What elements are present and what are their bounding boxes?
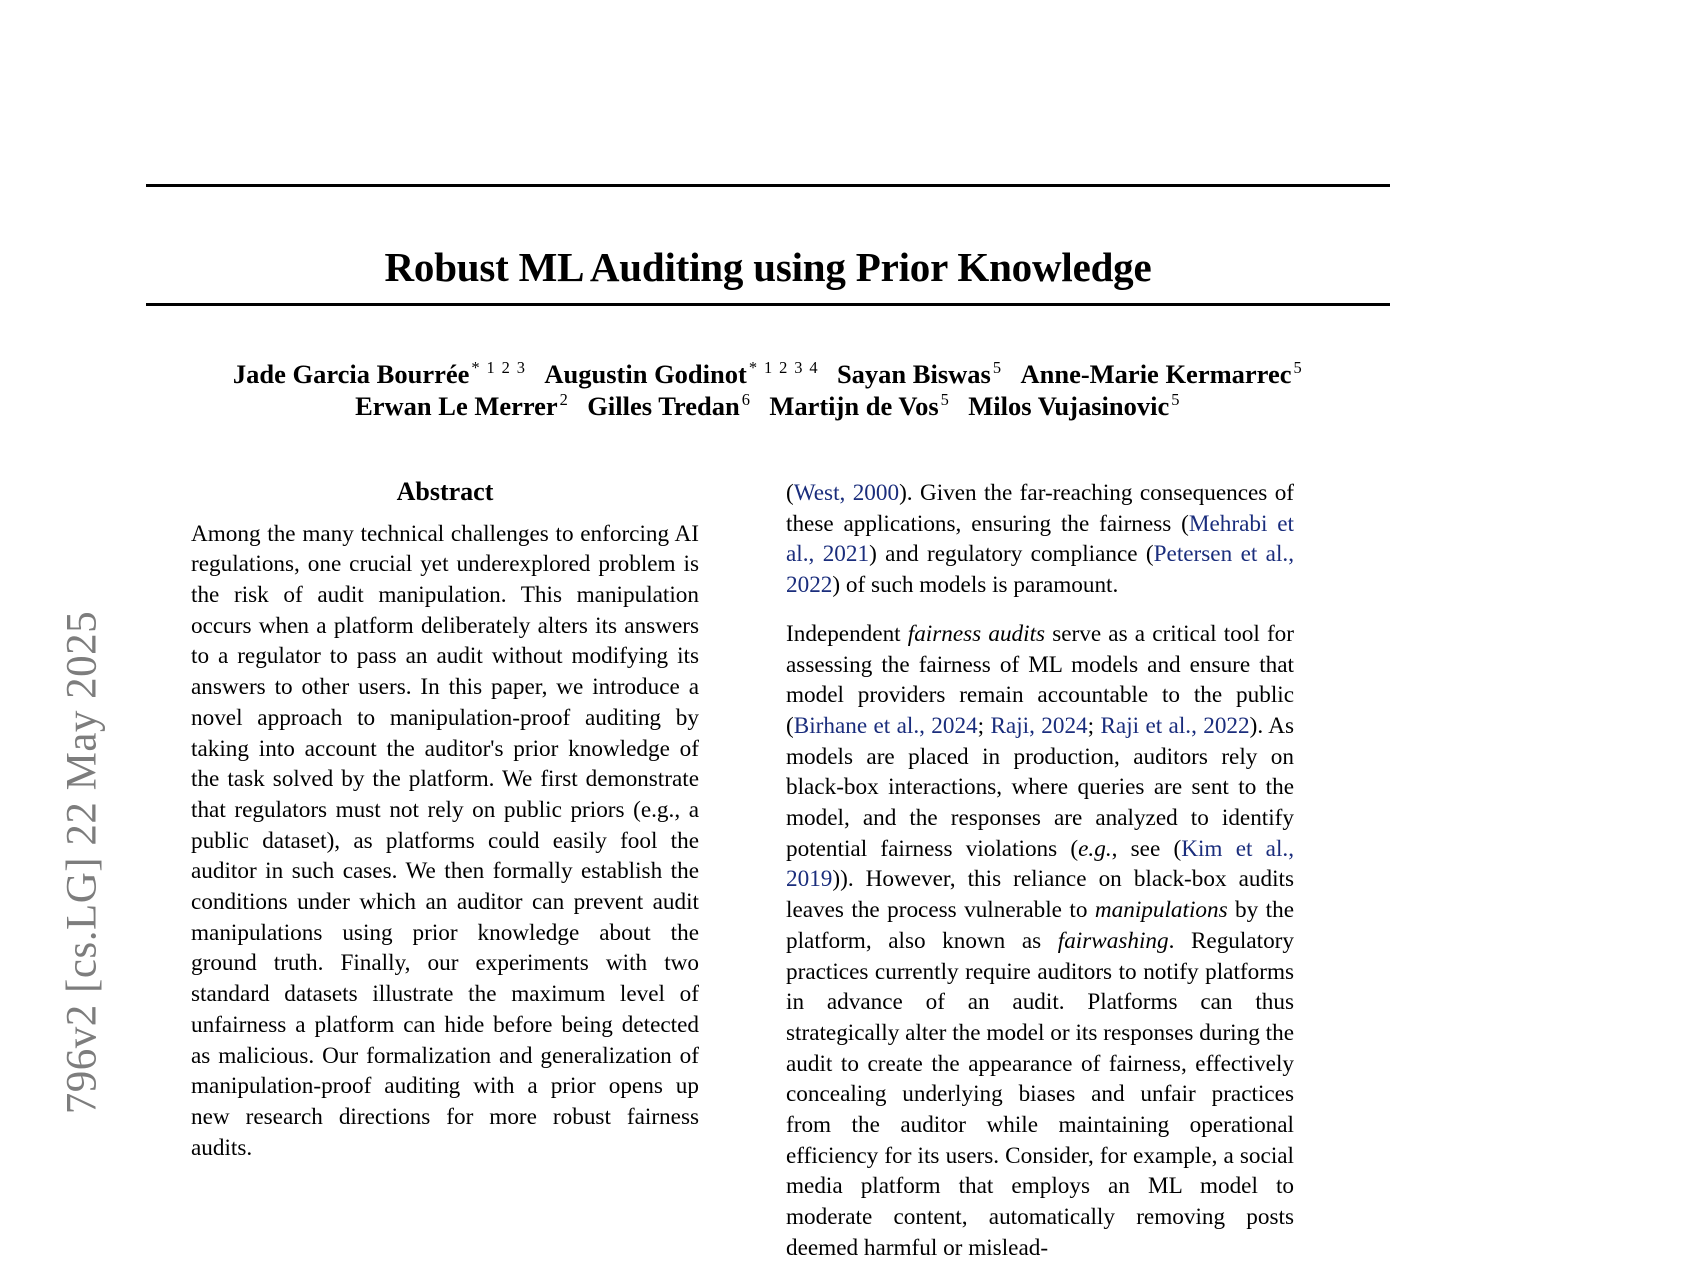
intro-paragraph-2 (786, 619, 1294, 1264)
author-name: Jade Garcia Bourrée (232, 358, 470, 389)
intro-text: ; (977, 712, 991, 739)
abstract-column (191, 478, 699, 1163)
intro-text: ). Given the far-reaching consequences of these applications, ensuring the fairness ( (786, 480, 1295, 537)
author-name: Augustin Godinot (544, 358, 747, 389)
author-name: Martijn de Vos (769, 390, 939, 421)
author-name: Anne-Marie Kermarrec (1020, 358, 1292, 389)
author-affiliation-marks: 5 (1293, 358, 1304, 377)
intro-text: )). However, this reliance on black-box audits leaves the process vulnerable to (786, 866, 1294, 924)
author-entry (837, 359, 1003, 389)
author-name: Milos Vujasinovic (968, 390, 1170, 421)
emphasis-text: manipulations (1094, 897, 1228, 924)
author-affiliation-marks: 5 (1171, 390, 1181, 410)
arxiv-identifier-stamp: 796v2 [cs.LG] 22 May 2025 (58, 610, 106, 1115)
author-affiliation-marks: 5 (992, 358, 1003, 377)
author-name: Gilles Tredan (587, 390, 740, 421)
author-entry (544, 359, 819, 389)
author-affiliation-marks: 6 (741, 390, 752, 410)
emphasis-text: fairness audits (907, 620, 1046, 647)
intro-text: . Regulatory practices currently require auditors to notify platforms in advance of an audit. Platforms can thus strategically alter the model or its responses during the audit to create the appearance of fairness, effectively concealing underlying biases and unfair practices from the auditor while maintaining operational efficiency for its users. Consider, for example, a social media platform that employs an ML model to moderate content, automatically removing posts deemed harmful or mislead- (786, 927, 1294, 1261)
intro-text: serve as a critical tool for assessing the fairness of ML models and ensure that model providers remain accountable to the public ( (786, 620, 1294, 739)
emphasis-text: fairwashing (1057, 927, 1169, 954)
author-affiliation-marks: 5 (940, 390, 951, 410)
citation-link[interactable]: Kim et al., 2019 (786, 835, 1294, 893)
intro-text: ). As models are placed in production, auditors rely on black-box interactions, where queries are sent to the model, and the responses are analyzed to identify potential fairness violations ( (786, 712, 1294, 862)
author-entry (233, 359, 526, 389)
citation-link[interactable]: Raji, 2024 (990, 712, 1088, 739)
citation-link[interactable]: West, 2000 (793, 480, 900, 506)
author-list (146, 358, 1390, 422)
intro-text: ) of such models is paramount. (832, 572, 1119, 599)
author-entry (769, 391, 950, 421)
citation-link[interactable]: Mehrabi et al., 2021 (786, 510, 1294, 568)
citation-link[interactable]: Petersen et al., 2022 (786, 541, 1294, 599)
author-affiliation-marks: * 1 2 3 (471, 358, 527, 377)
title-rule-top (146, 184, 1390, 187)
author-entry (587, 391, 751, 421)
intro-text: , see ( (1111, 835, 1182, 862)
title-rule-bottom (146, 303, 1390, 306)
abstract-body: Among the many technical challenges to enforcing AI regulations, one crucial yet underexplored problem is the risk of audit manipulation. This manipulation occurs when a platform deliberately alters its answers to a regulator to pass an audit without modifying its answers to other users. In this paper, we introduce a novel approach to manipulation-proof auditing by taking into account the auditor's prior knowledge of the task solved by the platform. We first demonstrate that regulators must not rely on public priors (e.g., a public dataset), as platforms could easily fool the auditor in such cases. We then formally establish the conditions under which an auditor can prevent audit manipulations using prior knowledge about the ground truth. Finally, our experiments with two standard datasets illustrate the maximum level of unfairness a platform can hide before being detected as malicious. Our formalization and generalization of manipulation-proof auditing with a prior opens up new research directions for more robust fairness audits. (191, 520, 699, 1161)
abstract-heading: Abstract (396, 477, 494, 506)
emphasis-text: e.g. (1078, 835, 1112, 862)
author-entry (968, 391, 1181, 421)
citation-link[interactable]: Birhane et al., 2024 (793, 712, 978, 739)
author-affiliation-marks: 2 (559, 390, 570, 410)
intro-text: ) and regulatory compliance ( (869, 541, 1154, 568)
citation-author: West (793, 480, 840, 506)
author-entry (355, 391, 569, 421)
introduction-column (786, 478, 1294, 1264)
author-name: Sayan Biswas (836, 358, 991, 389)
intro-text: Independent (786, 620, 908, 647)
intro-text: ; (1087, 712, 1101, 739)
intro-text: by the platform, also known as (786, 897, 1295, 954)
page-title: Robust ML Auditing using Prior Knowledge (384, 244, 1152, 291)
author-entry (1020, 359, 1303, 389)
citation-link[interactable]: Raji et al., 2022 (1100, 712, 1250, 739)
author-name: Erwan Le Merrer (355, 390, 558, 421)
intro-paragraph-1: (West, 2000). Given the far-reaching consequences of these applications, ensuring the fairness (Mehrabi et al., 2021) and regulatory compliance (Petersen et al., 2022) of such models is paramount. (786, 480, 1295, 599)
citation-year: 2000 (852, 480, 900, 506)
author-affiliation-marks: * 1 2 3 4 (748, 358, 819, 377)
